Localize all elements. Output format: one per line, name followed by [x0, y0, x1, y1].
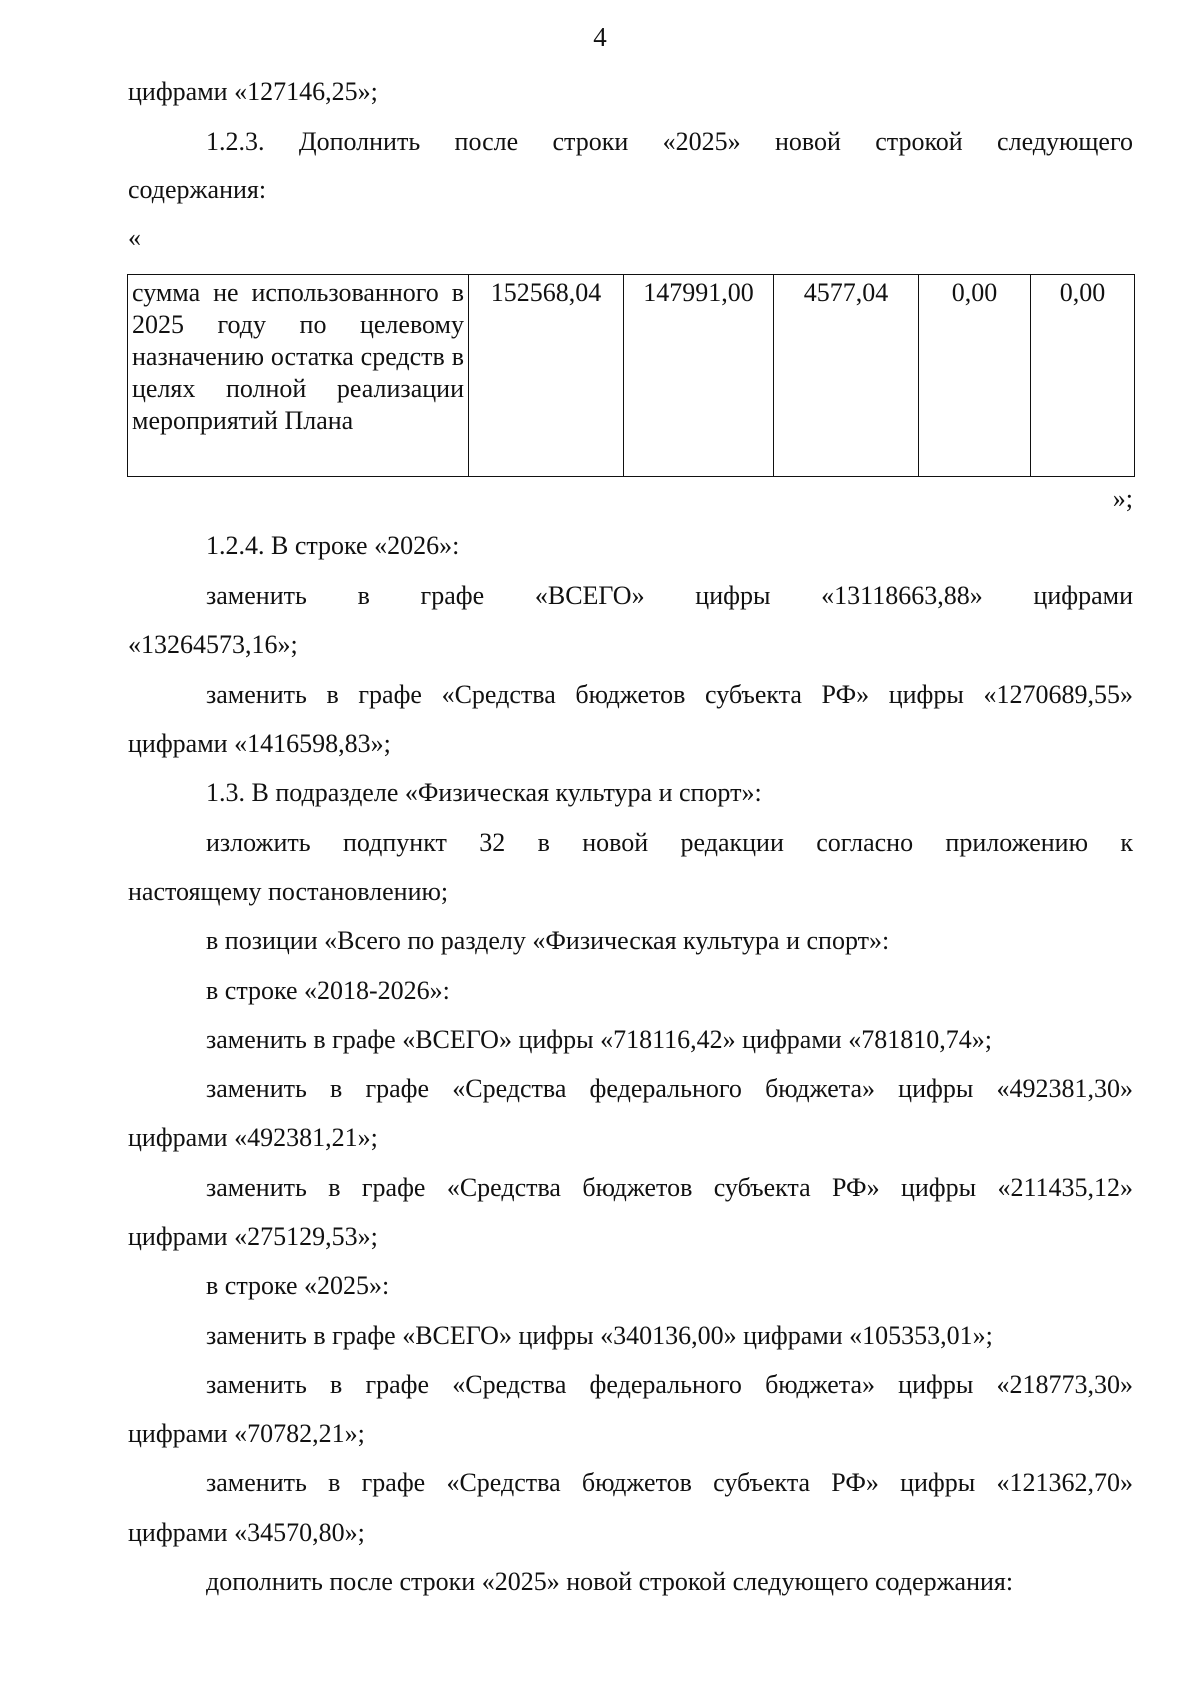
open-quote: « — [128, 223, 141, 252]
text-line: цифрами «34570,80»; — [128, 1518, 365, 1547]
text-line: заменить в графе «Средства федерального бюджета» цифры «492381,30» — [206, 1074, 1133, 1103]
text-line: дополнить после строки «2025» новой строкой следующего содержания: — [206, 1567, 1014, 1596]
value-cell: 4577,04 — [774, 275, 919, 477]
text-line: 1.3. В подразделе «Физическая культура и спорт»: — [206, 778, 762, 807]
value-cell: 0,00 — [1031, 275, 1135, 477]
text-line: цифрами «1416598,83»; — [128, 729, 391, 758]
close-quote: »; — [1112, 484, 1133, 513]
text-line: цифрами «127146,25»; — [128, 77, 378, 106]
text-line: цифрами «70782,21»; — [128, 1419, 365, 1448]
page-number: 4 — [593, 22, 607, 52]
text-line: цифрами «492381,21»; — [128, 1123, 378, 1152]
value-cell: 0,00 — [919, 275, 1031, 477]
text-line: 1.2.4. В строке «2026»: — [206, 531, 460, 560]
text-line: заменить в графе «Средства бюджетов субъекта РФ» цифры «121362,70» — [206, 1468, 1133, 1497]
table-row — [128, 275, 1135, 477]
text-line: заменить в графе «ВСЕГО» цифры «340136,00» цифрами «105353,01»; — [206, 1321, 993, 1350]
text-line: заменить в графе «Средства бюджетов субъекта РФ» цифры «211435,12» — [206, 1173, 1133, 1202]
text-line: в строке «2025»: — [206, 1271, 390, 1300]
value-cell: 147991,00 — [624, 275, 774, 477]
text-line: «13264573,16»; — [128, 630, 298, 659]
text-line: заменить в графе «ВСЕГО» цифры «13118663,88» цифрами — [206, 581, 1133, 610]
text-line: заменить в графе «Средства федерального бюджета» цифры «218773,30» — [206, 1370, 1133, 1399]
text-line: цифрами «275129,53»; — [128, 1222, 378, 1251]
text-line: заменить в графе «ВСЕГО» цифры «718116,42» цифрами «781810,74»; — [206, 1025, 992, 1054]
inserted-row-table — [127, 274, 1135, 477]
total-cell: 152568,04 — [469, 275, 624, 477]
row-description-cell: сумма не использованного в 2025 году по целевому назначению остатка средств в целях полной реализации мероприятий Плана — [128, 275, 469, 477]
text-line: заменить в графе «Средства бюджетов субъекта РФ» цифры «1270689,55» — [206, 680, 1133, 709]
text-line: в позиции «Всего по разделу «Физическая культура и спорт»: — [206, 926, 890, 955]
text-line: в строке «2018-2026»: — [206, 976, 450, 1005]
text-line: 1.2.3. Дополнить после строки «2025» новой строкой следующего — [206, 127, 1133, 156]
text-line: настоящему постановлению; — [128, 877, 449, 906]
text-line: изложить подпункт 32 в новой редакции согласно приложению к — [206, 828, 1133, 857]
text-line: содержания: — [128, 175, 267, 204]
